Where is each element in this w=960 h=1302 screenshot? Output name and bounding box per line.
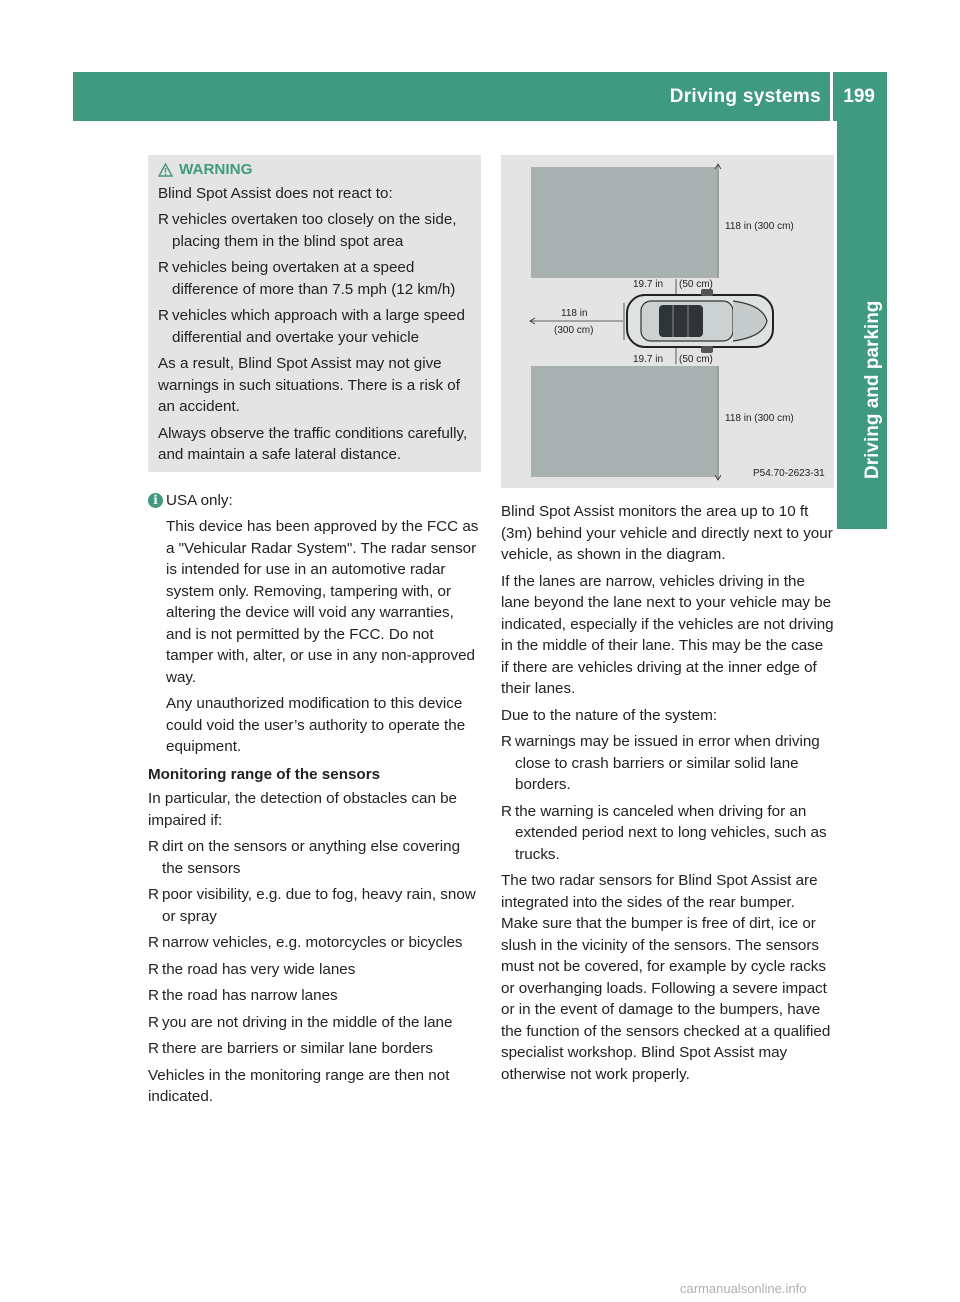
list-item: R the road has narrow lanes [148,985,481,1007]
left-column [148,155,481,1113]
list-item: R narrow vehicles, e.g. motorcycles or bicycles [148,932,481,954]
bullet: R [148,987,159,1004]
info-paragraph: This device has been approved by the FCC as a "Vehicular Radar System". The radar sensor is intended for use in an automotive radar system only. Removing, tampering with, or altering the device will void any warranties, and is not permitted by the FCC. Do not tamper with, alter, or use in any non-approved way. [166,518,479,686]
page-number: 199 [843,86,875,107]
warning-paragraph: As a result, Blind Spot Assist may not give warnings in such situations. There is a risk of an accident. [158,355,460,415]
list-item: R vehicles overtaken too closely on the side, placing them in the blind spot area [158,211,457,250]
side-tab-label: Driving and parking [862,300,883,479]
paragraph: Blind Spot Assist monitors the area up to 10 ft (3m) behind your vehicle and directly next to your vehicle, as shown in the diagram. [501,503,833,563]
bullet: R [501,802,512,820]
diagram-label-rear-in: 118 in [561,308,588,319]
list-item: R vehicles which approach with a large speed differential and overtake your vehicle [158,307,465,346]
bullet: R [148,838,159,855]
side-tab-marker [837,479,887,529]
info-paragraph: Any unauthorized modification to this device could void the user’s authority to operate the equipment. [166,695,466,755]
diagram-label-rear-cm: (300 cm) [554,325,594,336]
warning-triangle-icon [158,163,173,177]
list-item: R you are not driving in the middle of the lane [148,1012,481,1034]
list-item: R vehicles being overtaken at a speed difference of more than 7.5 mph (12 km/h) [158,259,456,298]
bullet: R [501,733,512,750]
diagram-label-gap-top-cm: (50 cm) [679,279,713,290]
diagram-graphic [501,155,834,488]
bullet: R [158,307,169,324]
warning-paragraph: Always observe the traffic conditions carefully, and maintain a safe lateral distance. [158,424,468,463]
monitoring-outro: Vehicles in the monitoring range are then not indicated. [148,1066,450,1105]
warning-title: WARNING [179,161,253,178]
info-title: USA only: [166,491,233,509]
diagram-label-top: 118 in (300 cm) [725,221,794,232]
warning-box [148,155,481,472]
list-item: R the warning is canceled when driving for an extended period next to long vehicles, such as trucks. [501,802,827,863]
list-item: R the road has very wide lanes [148,959,481,981]
footer-watermark: carmanualsonline.info [680,1281,807,1296]
list-item: R dirt on the sensors or anything else covering the sensors [148,838,461,877]
diagram-code: P54.70-2623-31 [753,468,825,479]
diagram-label-gap-top-in: 19.7 in [633,279,664,290]
bullet: R [148,1013,159,1031]
section-title: Driving systems [669,86,821,107]
bullet: R [148,1040,159,1057]
warning-list [158,209,471,348]
diagram-label-bottom: 118 in (300 cm) [725,413,794,424]
warning-header [158,159,471,181]
paragraph: Due to the nature of the system: [501,706,718,724]
bullet: R [158,259,169,276]
section-heading: Monitoring range of the sensors [148,765,381,783]
bullet: R [148,960,159,978]
info-icon: i [148,493,163,508]
monitoring-list [148,836,481,1060]
monitoring-zone-left [531,167,717,278]
car-icon [627,289,773,353]
right-column [501,155,834,1090]
diagram-label-gap-bottom-in: 19.7 in [633,354,664,365]
paragraph: The two radar sensors for Blind Spot Assist are integrated into the sides of the rear bumper. Make sure that the bumper is free of dirt, ice or slush in the vicinity of the sensors. The sensors must not be covered, for example by cycle racks or overhanging loads. Following a severe impact or in the event of damage to the bumpers, have the function of the sensors checked at a qualified specialist workshop. Blind Spot Assist may otherwise not work properly. [501,872,831,1083]
system-list [501,731,834,865]
bullet: R [148,934,159,951]
bullet: R [148,886,159,903]
diagram-label-gap-bottom-cm: (50 cm) [679,354,713,365]
monitoring-zone-right [531,366,717,477]
blind-spot-diagram [501,155,834,488]
list-item: R there are barriers or similar lane borders [148,1038,481,1060]
list-item: R warnings may be issued in error when driving close to crash barriers or similar solid lane borders. [501,733,820,793]
header-separator [830,72,833,121]
monitoring-intro: In particular, the detection of obstacles can be impaired if: [148,790,458,829]
header-bar [73,72,887,121]
warning-intro: Blind Spot Assist does not react to: [158,184,393,202]
list-item: R poor visibility, e.g. due to fog, heavy rain, snow or spray [148,886,476,925]
info-note [148,490,481,758]
bullet: R [158,211,169,228]
paragraph: If the lanes are narrow, vehicles driving in the lane beyond the lane next to your vehicle may be indicated, especially if the vehicles are not driving in the middle of their lane. This may be the case if there are vehicles driving at the inner edge of their lanes. [501,572,834,697]
